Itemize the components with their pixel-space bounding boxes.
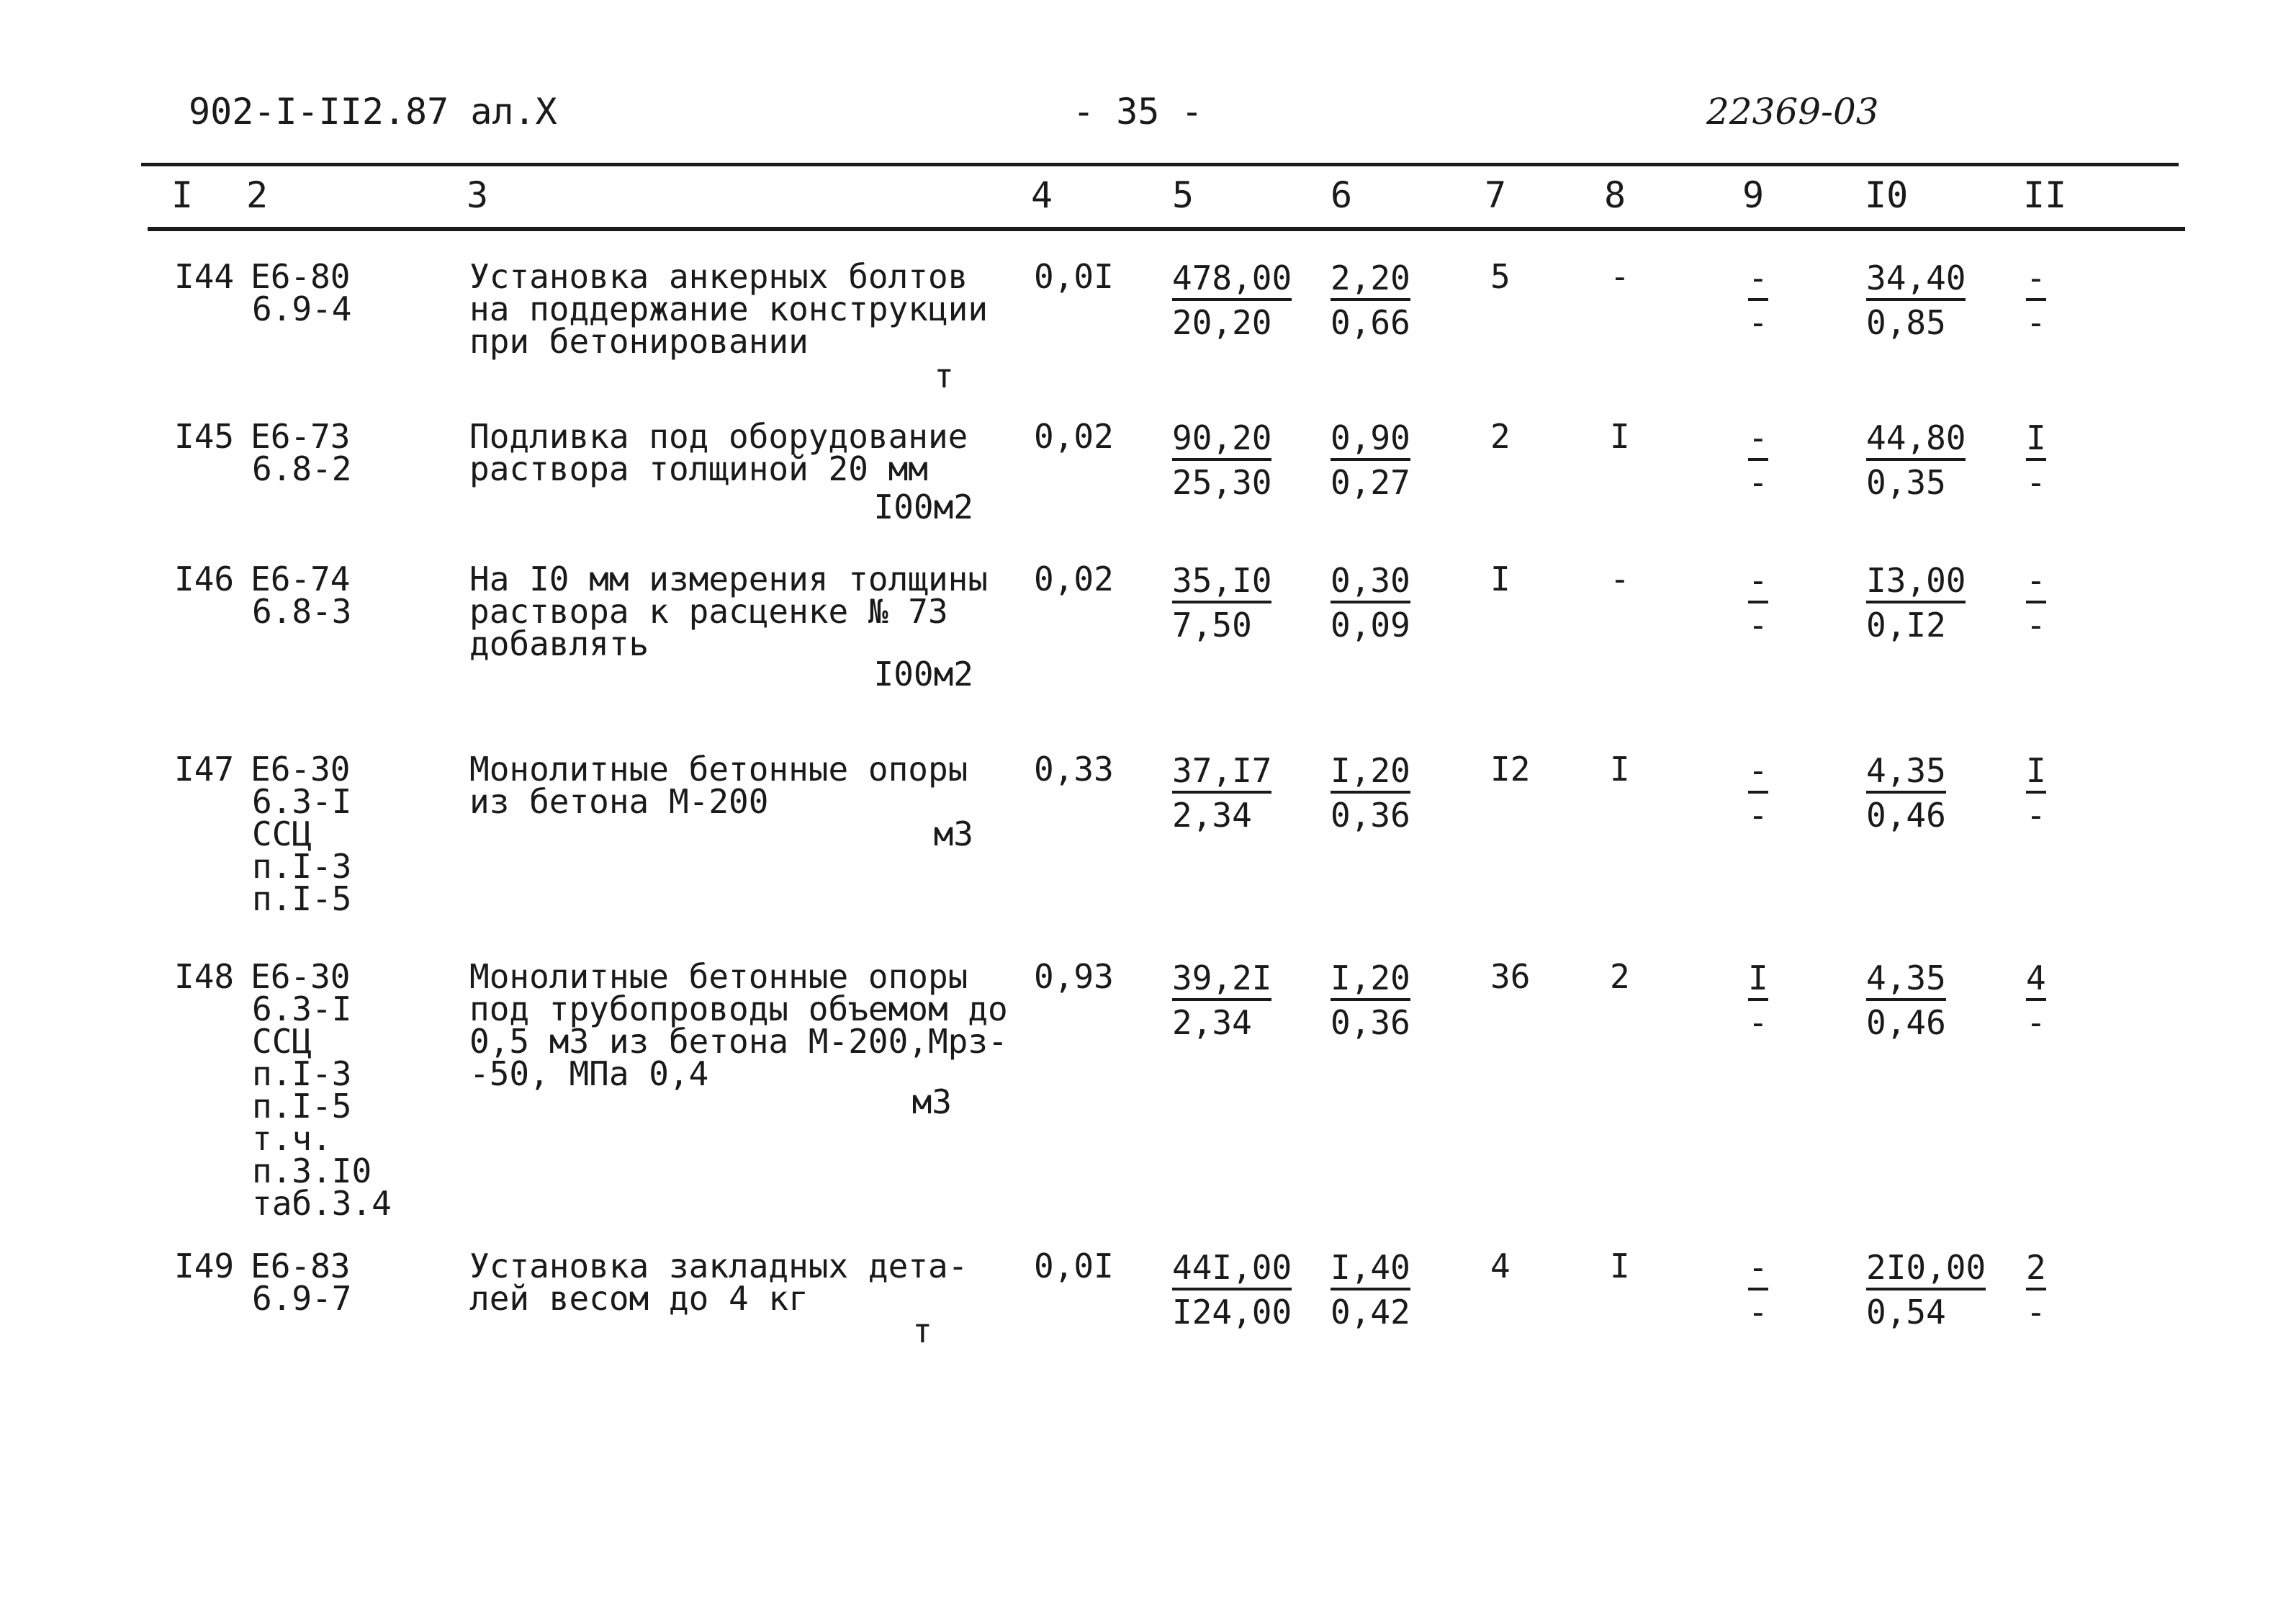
row-col11 xyxy=(2026,255,2046,344)
row-code: Е6-30 xyxy=(251,957,351,996)
row-col7: 5 xyxy=(1490,257,1511,296)
row-col9-numerator: - xyxy=(1748,418,1768,461)
row-col9-numerator: - xyxy=(1748,560,1768,603)
row-col5-numerator: 35,I0 xyxy=(1172,560,1271,603)
row-col6-denominator: 0,27 xyxy=(1331,463,1410,502)
row-col11-denominator: - xyxy=(2026,463,2046,502)
row-code: Е6-30 xyxy=(251,750,351,789)
row-col5 xyxy=(1172,1244,1292,1334)
row-col9-denominator: - xyxy=(1748,303,1768,342)
column-header-10: I0 xyxy=(1865,174,1909,216)
row-col11-denominator: - xyxy=(2026,303,2046,342)
row-col11-denominator: - xyxy=(2026,796,2046,835)
row-col8: I xyxy=(1610,750,1630,789)
row-col6-denominator: 0,42 xyxy=(1331,1293,1410,1332)
row-col10-numerator: 44,80 xyxy=(1866,418,1966,461)
row-description: Монолитные бетонные опоры xyxy=(469,750,968,789)
table-header-rule xyxy=(148,227,2185,231)
row-col7: I xyxy=(1490,560,1511,598)
row-quantity: 0,0I xyxy=(1034,257,1114,296)
row-code: п.I-3 xyxy=(252,1054,352,1093)
row-code: п.I-5 xyxy=(252,1087,352,1126)
row-col8: I xyxy=(1610,1247,1630,1285)
row-col6-numerator: 2,20 xyxy=(1331,258,1410,301)
row-col9 xyxy=(1748,415,1768,504)
document-number: 22369-03 xyxy=(1706,91,1879,133)
row-code: 6.8-3 xyxy=(252,592,352,631)
row-col10-numerator: 34,40 xyxy=(1866,258,1966,301)
row-number: I46 xyxy=(174,560,235,598)
row-unit: I00м2 xyxy=(873,488,973,526)
row-quantity: 0,02 xyxy=(1034,560,1114,598)
row-col6-denominator: 0,66 xyxy=(1331,303,1410,342)
row-col10 xyxy=(1866,557,1966,647)
row-col11-numerator: - xyxy=(2026,258,2046,301)
row-code: т.ч. xyxy=(252,1119,332,1158)
row-col7: 36 xyxy=(1490,957,1531,996)
row-description: раствора к расценке № 73 xyxy=(469,592,948,631)
row-quantity: 0,0I xyxy=(1034,1247,1114,1285)
row-description: лей весом до 4 кг xyxy=(469,1279,809,1318)
row-col6 xyxy=(1331,557,1410,647)
row-description: Установка анкерных болтов xyxy=(469,257,968,296)
row-col8: I xyxy=(1610,417,1630,456)
row-col6 xyxy=(1331,415,1410,504)
row-description: при бетонировании xyxy=(469,322,809,361)
row-col8: 2 xyxy=(1610,957,1630,996)
row-code: ССЦ xyxy=(252,1022,312,1061)
row-code: Е6-73 xyxy=(251,417,351,456)
row-col5-denominator: I24,00 xyxy=(1172,1293,1292,1332)
column-header-7: 7 xyxy=(1485,174,1507,216)
row-col6 xyxy=(1331,1244,1410,1334)
row-quantity: 0,33 xyxy=(1034,750,1114,789)
row-col7: 4 xyxy=(1490,1247,1511,1285)
row-col5 xyxy=(1172,255,1292,344)
row-col9-denominator: - xyxy=(1748,796,1768,835)
row-col11-numerator: 2 xyxy=(2026,1247,2046,1290)
row-col6-numerator: I,20 xyxy=(1331,958,1410,1001)
row-col10-denominator: 0,35 xyxy=(1866,463,1946,502)
row-description: Установка закладных дета- xyxy=(469,1247,968,1285)
row-col10-denominator: 0,46 xyxy=(1866,796,1946,835)
row-col10 xyxy=(1866,1244,1986,1334)
row-col10-numerator: 4,35 xyxy=(1866,750,1946,794)
row-col9-denominator: - xyxy=(1748,463,1768,502)
row-col10 xyxy=(1866,255,1966,344)
row-code: Е6-83 xyxy=(251,1247,351,1285)
row-code: 6.3-I xyxy=(252,782,352,821)
row-col6-numerator: I,20 xyxy=(1331,750,1410,794)
row-col9-numerator: - xyxy=(1748,1247,1768,1290)
row-col10-numerator: I3,00 xyxy=(1866,560,1966,603)
row-col9 xyxy=(1748,1244,1768,1334)
row-col5-denominator: 20,20 xyxy=(1172,303,1272,342)
column-header-4: 4 xyxy=(1031,174,1053,216)
row-code: 6.8-2 xyxy=(252,449,352,488)
row-description: раствора толщиной 20 мм xyxy=(469,449,928,488)
row-description: Монолитные бетонные опоры xyxy=(469,957,968,996)
column-header-5: 5 xyxy=(1172,174,1194,216)
row-col5 xyxy=(1172,557,1271,647)
row-col5-denominator: 7,50 xyxy=(1172,606,1252,645)
row-col5-numerator: 37,I7 xyxy=(1172,750,1271,794)
row-col5-denominator: 2,34 xyxy=(1172,1003,1252,1042)
row-col6 xyxy=(1331,748,1410,837)
row-code: ССЦ xyxy=(252,814,312,853)
row-description: -50, МПа 0,4 xyxy=(469,1054,709,1093)
row-col9-numerator: I xyxy=(1748,958,1768,1001)
row-code: 6.9-4 xyxy=(252,289,352,328)
row-col11 xyxy=(2026,415,2046,504)
column-header-8: 8 xyxy=(1604,174,1626,216)
row-col9 xyxy=(1748,557,1768,647)
row-col11-numerator: - xyxy=(2026,560,2046,603)
row-col11 xyxy=(2026,955,2046,1044)
row-col9-denominator: - xyxy=(1748,606,1768,645)
row-col9 xyxy=(1748,255,1768,344)
document-code: 902-I-II2.87 ал.Х xyxy=(189,91,557,133)
row-unit: т xyxy=(912,1311,932,1350)
row-col5 xyxy=(1172,955,1271,1044)
row-code: Е6-74 xyxy=(251,560,351,598)
column-header-1: I xyxy=(171,174,194,216)
row-col6 xyxy=(1331,255,1410,344)
row-col7: 2 xyxy=(1490,417,1511,456)
row-col10-denominator: 0,I2 xyxy=(1866,606,1946,645)
row-col10-denominator: 0,54 xyxy=(1866,1293,1946,1332)
row-code: 6.9-7 xyxy=(252,1279,352,1318)
row-unit: м3 xyxy=(933,814,973,853)
row-col11-denominator: - xyxy=(2026,1003,2046,1042)
row-col11-numerator: 4 xyxy=(2026,958,2046,1001)
row-number: I47 xyxy=(174,750,235,789)
row-quantity: 0,93 xyxy=(1034,957,1114,996)
column-header-9: 9 xyxy=(1742,174,1765,216)
row-description: из бетона М-200 xyxy=(469,782,769,821)
row-col9-numerator: - xyxy=(1748,750,1768,794)
row-col10-denominator: 0,46 xyxy=(1866,1003,1946,1042)
row-col10-numerator: 2I0,00 xyxy=(1866,1247,1986,1290)
column-header-3: 3 xyxy=(467,174,489,216)
row-col7: I2 xyxy=(1490,750,1531,789)
row-col9 xyxy=(1748,955,1768,1044)
row-col10 xyxy=(1866,748,1946,837)
row-col9 xyxy=(1748,748,1768,837)
row-col11-numerator: I xyxy=(2026,750,2046,794)
row-col6-numerator: I,40 xyxy=(1331,1247,1410,1290)
row-col6 xyxy=(1331,955,1410,1044)
column-header-11: II xyxy=(2023,174,2067,216)
row-col11-numerator: I xyxy=(2026,418,2046,461)
row-col9-numerator: - xyxy=(1748,258,1768,301)
row-col5-numerator: 90,20 xyxy=(1172,418,1271,461)
row-description: под трубопроводы объемом до xyxy=(469,989,1008,1028)
row-col8: - xyxy=(1610,560,1630,598)
row-number: I44 xyxy=(174,257,235,296)
row-col11-denominator: - xyxy=(2026,1293,2046,1332)
row-col5-denominator: 2,34 xyxy=(1172,796,1252,835)
row-col11 xyxy=(2026,748,2046,837)
row-col10 xyxy=(1866,955,1946,1044)
column-header-2: 2 xyxy=(246,174,269,216)
row-col6-denominator: 0,36 xyxy=(1331,1003,1410,1042)
row-code: п.I-5 xyxy=(252,879,352,918)
row-col10 xyxy=(1866,415,1966,504)
row-col6-denominator: 0,09 xyxy=(1331,606,1410,645)
row-number: I48 xyxy=(174,957,235,996)
row-col6-numerator: 0,90 xyxy=(1331,418,1410,461)
column-header-6: 6 xyxy=(1331,174,1353,216)
row-col11 xyxy=(2026,1244,2046,1334)
row-col9-denominator: - xyxy=(1748,1293,1768,1332)
row-col10-denominator: 0,85 xyxy=(1866,303,1946,342)
row-col8: - xyxy=(1610,257,1630,296)
row-col6-denominator: 0,36 xyxy=(1331,796,1410,835)
row-col5-numerator: 44I,00 xyxy=(1172,1247,1292,1290)
row-unit: I00м2 xyxy=(873,655,973,693)
row-code: п.3.I0 xyxy=(252,1152,372,1190)
row-col9-denominator: - xyxy=(1748,1003,1768,1042)
row-col5 xyxy=(1172,415,1271,504)
row-number: I49 xyxy=(174,1247,235,1285)
page-number: - 35 - xyxy=(1073,91,1203,133)
row-description: Подливка под оборудование xyxy=(469,417,968,456)
table-top-rule xyxy=(141,163,2179,166)
row-number: I45 xyxy=(174,417,235,456)
row-description: на поддержание конструкции xyxy=(469,289,989,328)
row-unit: т xyxy=(934,356,954,395)
row-col5-numerator: 39,2I xyxy=(1172,958,1271,1001)
row-code: 6.3-I xyxy=(252,989,352,1028)
row-code: таб.3.4 xyxy=(252,1184,392,1223)
row-description: 0,5 м3 из бетона М-200,Мрз- xyxy=(469,1022,1008,1061)
row-col5 xyxy=(1172,748,1271,837)
row-col5-denominator: 25,30 xyxy=(1172,463,1272,502)
row-quantity: 0,02 xyxy=(1034,417,1114,456)
row-unit: м3 xyxy=(911,1082,952,1121)
row-description: На I0 мм измерения толщины xyxy=(469,560,989,598)
row-col5-numerator: 478,00 xyxy=(1172,258,1292,301)
row-code: п.I-3 xyxy=(252,847,352,886)
row-description: добавлять xyxy=(469,624,649,663)
row-col6-numerator: 0,30 xyxy=(1331,560,1410,603)
row-col11 xyxy=(2026,557,2046,647)
row-col11-denominator: - xyxy=(2026,606,2046,645)
row-code: Е6-80 xyxy=(251,257,351,296)
row-col10-numerator: 4,35 xyxy=(1866,958,1946,1001)
